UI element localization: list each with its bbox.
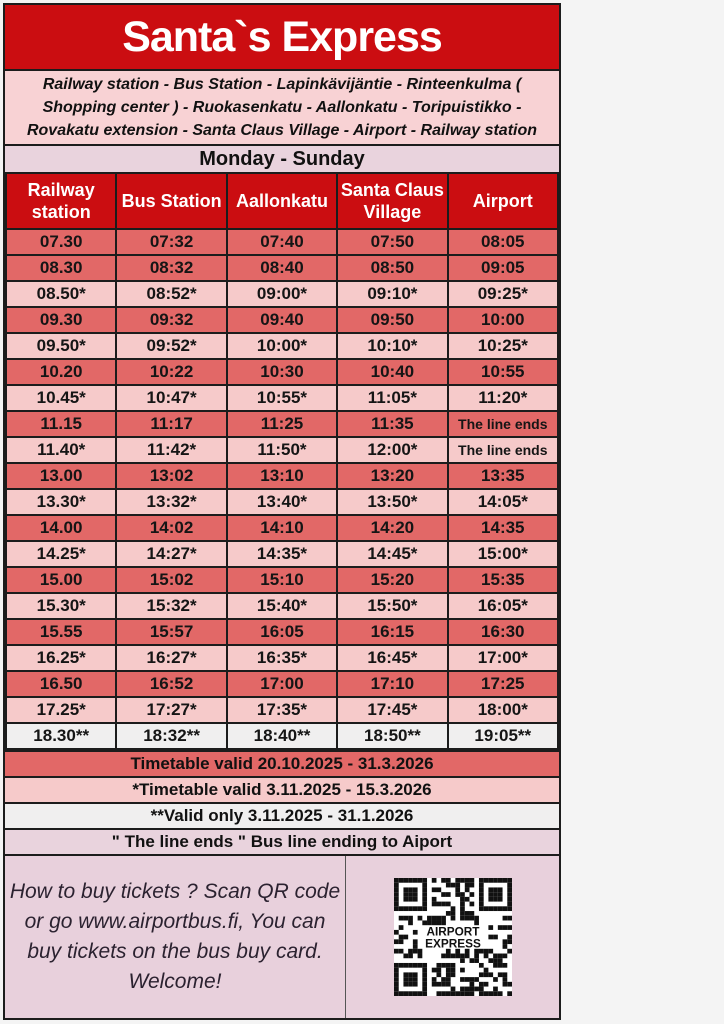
time-cell: 13:02 — [116, 463, 226, 489]
note-row: **Valid only 3.11.2025 - 31.1.2026 — [5, 802, 559, 828]
time-cell: 09.50* — [6, 333, 116, 359]
time-cell: 14.25* — [6, 541, 116, 567]
table-row — [6, 229, 558, 255]
time-cell: 08:32 — [116, 255, 226, 281]
time-cell: 13:32* — [116, 489, 226, 515]
time-cell: 10:47* — [116, 385, 226, 411]
time-cell: 11:42* — [116, 437, 226, 463]
time-cell: 13:50* — [337, 489, 447, 515]
time-cell: 13:10 — [227, 463, 337, 489]
table-row — [6, 697, 558, 723]
time-cell: 09:32 — [116, 307, 226, 333]
route-description-bar — [5, 69, 559, 144]
time-cell: 09.30 — [6, 307, 116, 333]
header-cell: Airport — [448, 173, 558, 229]
time-cell: 15.30* — [6, 593, 116, 619]
time-cell: 16.25* — [6, 645, 116, 671]
time-cell: 08:50 — [337, 255, 447, 281]
time-cell: 09:25* — [448, 281, 558, 307]
time-cell: 18.30** — [6, 723, 116, 749]
time-cell: 18:50** — [337, 723, 447, 749]
header-row — [6, 173, 558, 229]
time-cell: 10:25* — [448, 333, 558, 359]
route-description: Railway station - Bus Station - Lapinkävijäntie - Rinteenkulma ( Shopping center ) - Ruokasenkatu - Aallonkatu - Toripuistikko - Rovakatu extension - Santa Claus Village - Airport - Railway station — [26, 76, 538, 139]
time-cell: 18:32** — [116, 723, 226, 749]
time-cell: 10.20 — [6, 359, 116, 385]
time-cell: 17.25* — [6, 697, 116, 723]
time-cell: The line ends — [448, 411, 558, 437]
time-cell: 14:20 — [337, 515, 447, 541]
time-cell: 17:45* — [337, 697, 447, 723]
time-cell: 11:25 — [227, 411, 337, 437]
time-cell: The line ends — [448, 437, 558, 463]
time-cell: 16:45* — [337, 645, 447, 671]
time-cell: 10:00 — [448, 307, 558, 333]
header-cell: Bus Station — [116, 173, 226, 229]
time-cell: 07.30 — [6, 229, 116, 255]
time-cell: 09:10* — [337, 281, 447, 307]
time-cell: 08:05 — [448, 229, 558, 255]
time-cell: 13:35 — [448, 463, 558, 489]
time-cell: 14:02 — [116, 515, 226, 541]
time-cell: 17:27* — [116, 697, 226, 723]
time-cell: 15:20 — [337, 567, 447, 593]
time-cell: 17:00* — [448, 645, 558, 671]
time-cell: 11.15 — [6, 411, 116, 437]
time-cell: 16:15 — [337, 619, 447, 645]
timetable-sheet — [3, 3, 561, 1020]
time-cell: 13.00 — [6, 463, 116, 489]
time-cell: 15:35 — [448, 567, 558, 593]
time-cell: 16:05 — [227, 619, 337, 645]
time-cell: 10:30 — [227, 359, 337, 385]
time-cell: 16:27* — [116, 645, 226, 671]
time-cell: 07:32 — [116, 229, 226, 255]
table-row — [6, 723, 558, 749]
time-cell: 17:10 — [337, 671, 447, 697]
table-row — [6, 411, 558, 437]
service-days: Monday - Sunday — [5, 144, 559, 172]
table-row — [6, 385, 558, 411]
time-cell: 13:20 — [337, 463, 447, 489]
time-cell: 16:35* — [227, 645, 337, 671]
time-cell: 10:55 — [448, 359, 558, 385]
time-cell: 15:10 — [227, 567, 337, 593]
time-cell: 10:00* — [227, 333, 337, 359]
time-cell: 14.00 — [6, 515, 116, 541]
time-cell: 15:40* — [227, 593, 337, 619]
time-cell: 17:35* — [227, 697, 337, 723]
time-cell: 17:25 — [448, 671, 558, 697]
note-row: *Timetable valid 3.11.2025 - 15.3.2026 — [5, 776, 559, 802]
table-row — [6, 281, 558, 307]
time-cell: 14:35 — [448, 515, 558, 541]
time-cell: 10.45* — [6, 385, 116, 411]
time-cell: 16.50 — [6, 671, 116, 697]
time-cell: 14:10 — [227, 515, 337, 541]
table-row — [6, 333, 558, 359]
table-row — [6, 671, 558, 697]
table-row — [6, 489, 558, 515]
timetable — [5, 172, 559, 750]
time-cell: 09:00* — [227, 281, 337, 307]
time-cell: 14:27* — [116, 541, 226, 567]
table-row — [6, 515, 558, 541]
header-cell: Aallonkatu — [227, 173, 337, 229]
table-row — [6, 541, 558, 567]
time-cell: 11:20* — [448, 385, 558, 411]
svg-text:AIRPORT: AIRPORT — [425, 925, 480, 939]
time-cell: 15:02 — [116, 567, 226, 593]
table-row — [6, 567, 558, 593]
table-row — [6, 255, 558, 281]
time-cell: 09:05 — [448, 255, 558, 281]
time-cell: 14:45* — [337, 541, 447, 567]
time-cell: 11:50* — [227, 437, 337, 463]
time-cell: 11.40* — [6, 437, 116, 463]
time-cell: 07:50 — [337, 229, 447, 255]
time-cell: 13:40* — [227, 489, 337, 515]
title-banner — [5, 5, 559, 69]
table-row — [6, 359, 558, 385]
qr-cell — [346, 856, 559, 1018]
time-cell: 15:50* — [337, 593, 447, 619]
time-cell: 12:00* — [337, 437, 447, 463]
time-cell: 16:30 — [448, 619, 558, 645]
time-cell: 15:57 — [116, 619, 226, 645]
time-cell: 08.50* — [6, 281, 116, 307]
table-row — [6, 307, 558, 333]
svg-text:EXPRESS: EXPRESS — [424, 937, 481, 951]
time-cell: 15:00* — [448, 541, 558, 567]
time-cell: 10:22 — [116, 359, 226, 385]
note-row: " The line ends " Bus line ending to Aiport — [5, 828, 559, 854]
table-row — [6, 645, 558, 671]
table-row — [6, 593, 558, 619]
time-cell: 16:52 — [116, 671, 226, 697]
table-row — [6, 437, 558, 463]
table-row — [6, 619, 558, 645]
note-row: Timetable valid 20.10.2025 - 31.3.2026 — [5, 750, 559, 776]
time-cell: 11:35 — [337, 411, 447, 437]
table-row — [6, 463, 558, 489]
time-cell: 15:32* — [116, 593, 226, 619]
time-cell: 18:40** — [227, 723, 337, 749]
time-cell: 15.55 — [6, 619, 116, 645]
time-cell: 18:00* — [448, 697, 558, 723]
notes — [5, 750, 559, 854]
time-cell: 11:05* — [337, 385, 447, 411]
time-cell: 07:40 — [227, 229, 337, 255]
time-cell: 10:10* — [337, 333, 447, 359]
header-cell: Santa Claus Village — [337, 173, 447, 229]
time-cell: 13.30* — [6, 489, 116, 515]
page-title: Santa`s Express — [122, 12, 442, 61]
time-cell: 09:40 — [227, 307, 337, 333]
header-cell: Railway station — [6, 173, 116, 229]
time-cell: 19:05** — [448, 723, 558, 749]
time-cell: 08:52* — [116, 281, 226, 307]
time-cell: 09:50 — [337, 307, 447, 333]
how-to-buy-text: How to buy tickets ? Scan QR code or go www.airportbus.fi, You can buy tickets on the bus buy card. Welcome! — [9, 880, 341, 993]
time-cell: 16:05* — [448, 593, 558, 619]
time-cell: 11:17 — [116, 411, 226, 437]
timetable-body — [6, 229, 558, 749]
footer — [5, 854, 559, 1018]
time-cell: 17:00 — [227, 671, 337, 697]
how-to-buy-cell — [5, 856, 346, 1018]
time-cell: 08:40 — [227, 255, 337, 281]
time-cell: 14:35* — [227, 541, 337, 567]
qr-code — [394, 878, 512, 996]
time-cell: 10:40 — [337, 359, 447, 385]
time-cell: 10:55* — [227, 385, 337, 411]
time-cell: 14:05* — [448, 489, 558, 515]
time-cell: 08.30 — [6, 255, 116, 281]
time-cell: 09:52* — [116, 333, 226, 359]
time-cell: 15.00 — [6, 567, 116, 593]
